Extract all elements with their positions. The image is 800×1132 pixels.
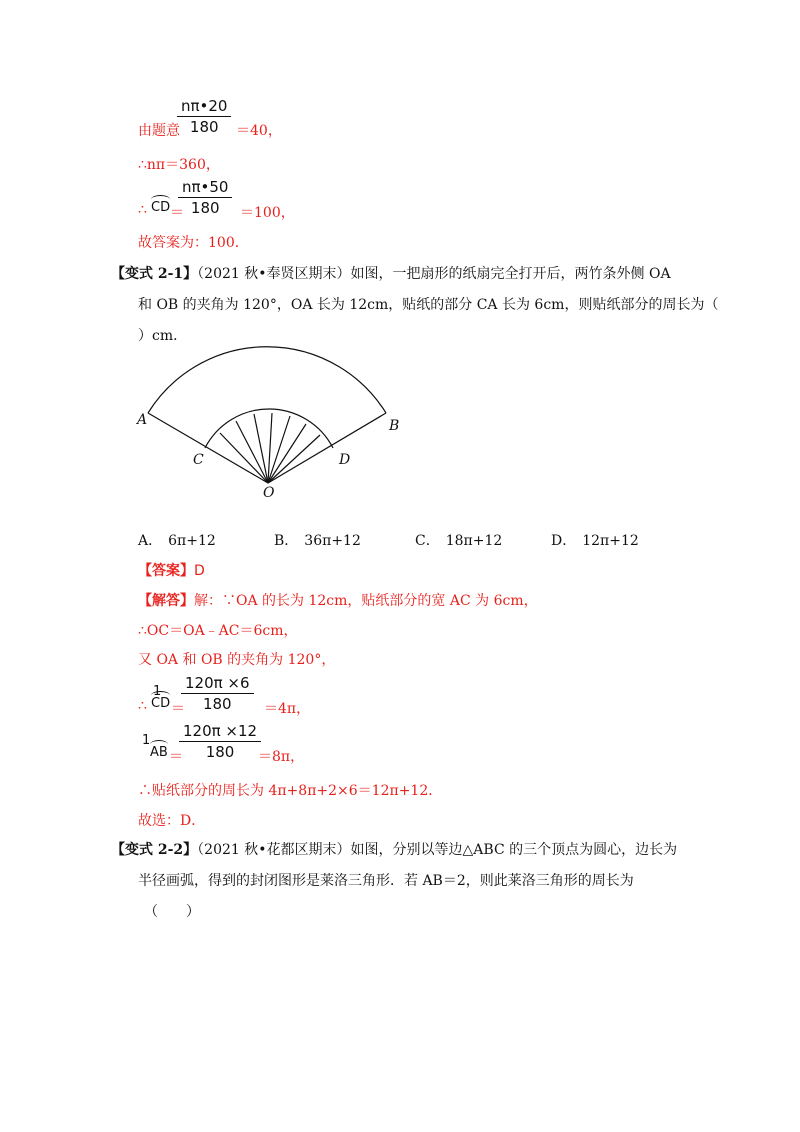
label-c: C (193, 452, 204, 468)
q21-source: （2021 秋•奉贤区期末） (197, 266, 351, 282)
fraction-1 (177, 97, 231, 136)
fraction-2-denominator: 180 (190, 199, 220, 217)
line1-suffix: ＝40， (236, 123, 282, 139)
rib-3 (254, 414, 268, 483)
analysis-line5: 故选：D． (138, 813, 206, 829)
q22-source: （2021 秋•花都区期末） (197, 842, 351, 858)
line2: ∴nπ＝360， (138, 157, 220, 173)
choice-c[interactable]: C． 18π+12 (415, 533, 503, 549)
line3-eq: ＝ (170, 205, 184, 221)
cd-suffix: ＝4π， (264, 701, 311, 717)
cd-arc-label: CD (151, 696, 171, 711)
choice-a[interactable]: A． 6π+12 (138, 533, 216, 549)
cd-one: 1 (153, 684, 162, 699)
q21-text2: 和 OB 的夹角为 120°，OA 长为 12cm，贴纸的部分 CA 长为 6cm，则贴纸部分的周长为（ (138, 297, 719, 313)
fraction-2-numerator: nπ•50 (178, 178, 232, 198)
q22-text3: （ ） (144, 904, 200, 920)
analysis-text1: 解：∵OA 的长为 12cm，贴纸部分的宽 AC 为 6cm， (194, 593, 538, 609)
label-a: A (137, 412, 148, 428)
ab-one: 1 (142, 733, 151, 748)
cd-fraction-numerator: 120π ×6 (181, 674, 254, 694)
fan-figure (0, 345, 800, 505)
choice-b[interactable]: B． 36π+12 (274, 533, 361, 549)
rib-1 (220, 433, 268, 483)
line3-suffix: ＝100， (240, 205, 295, 221)
line1-prefix: 由题意 (138, 123, 180, 139)
outer-arc-ab (148, 347, 386, 413)
cd-eq: ＝ (171, 701, 185, 717)
ab-eq: ＝ (169, 749, 183, 765)
ab-suffix: ＝8π， (258, 749, 305, 765)
label-o: O (263, 485, 275, 501)
q21-text1: 如图，一把扇形的纸扇完全打开后，两竹条外侧 OA (350, 266, 671, 282)
analysis-line4: ∴贴纸部分的周长为 4π+8π+2×6＝12π+12． (138, 783, 443, 799)
analysis-label: 【解答】 (138, 593, 194, 609)
analysis-line1 (138, 590, 538, 610)
line3-prefix: ∴ (138, 202, 147, 218)
label-b: B (389, 418, 400, 434)
q22-tag: 【变式 2-2】 (111, 842, 198, 858)
ab-fraction-numerator: 120π ×12 (179, 722, 261, 742)
analysis-line2: ∴OC＝OA﹣AC＝6cm， (138, 623, 298, 639)
answer-value: D (194, 563, 205, 579)
q21-tag: 【变式 2-1】 (111, 266, 198, 282)
cd-fraction (181, 674, 254, 713)
side-ob (268, 413, 386, 483)
inner-arc-cd (205, 409, 333, 448)
analysis-line3: 又 OA 和 OB 的夹角为 120°， (138, 652, 336, 668)
ab-fraction (179, 722, 261, 761)
q22-line1 (111, 839, 677, 859)
fraction-1-denominator: 180 (189, 118, 219, 136)
arc-cd-label: CD (151, 200, 171, 215)
answer-label: 【答案】 (138, 563, 194, 579)
q21-line1 (111, 263, 671, 283)
fraction-1-numerator: nπ•20 (177, 97, 231, 117)
q21-text3: ）cm． (138, 328, 188, 344)
ab-fraction-denominator: 180 (205, 743, 235, 761)
q22-text2: 半径画弧，得到的封闭图形是莱洛三角形．若 AB＝2，则此莱洛三角形的周长为 (138, 873, 634, 889)
cd-fraction-denominator: 180 (202, 695, 232, 713)
q22-text1: 如图，分别以等边△ABC 的三个顶点为圆心，边长为 (350, 842, 678, 858)
line4: 故答案为：100． (138, 235, 249, 251)
answer-line (138, 560, 205, 580)
ab-arc-label: AB (150, 745, 168, 760)
label-d: D (339, 452, 351, 468)
fraction-2 (178, 178, 232, 217)
cd-prefix: ∴ (138, 698, 147, 714)
choice-d[interactable]: D． 12π+12 (551, 533, 639, 549)
